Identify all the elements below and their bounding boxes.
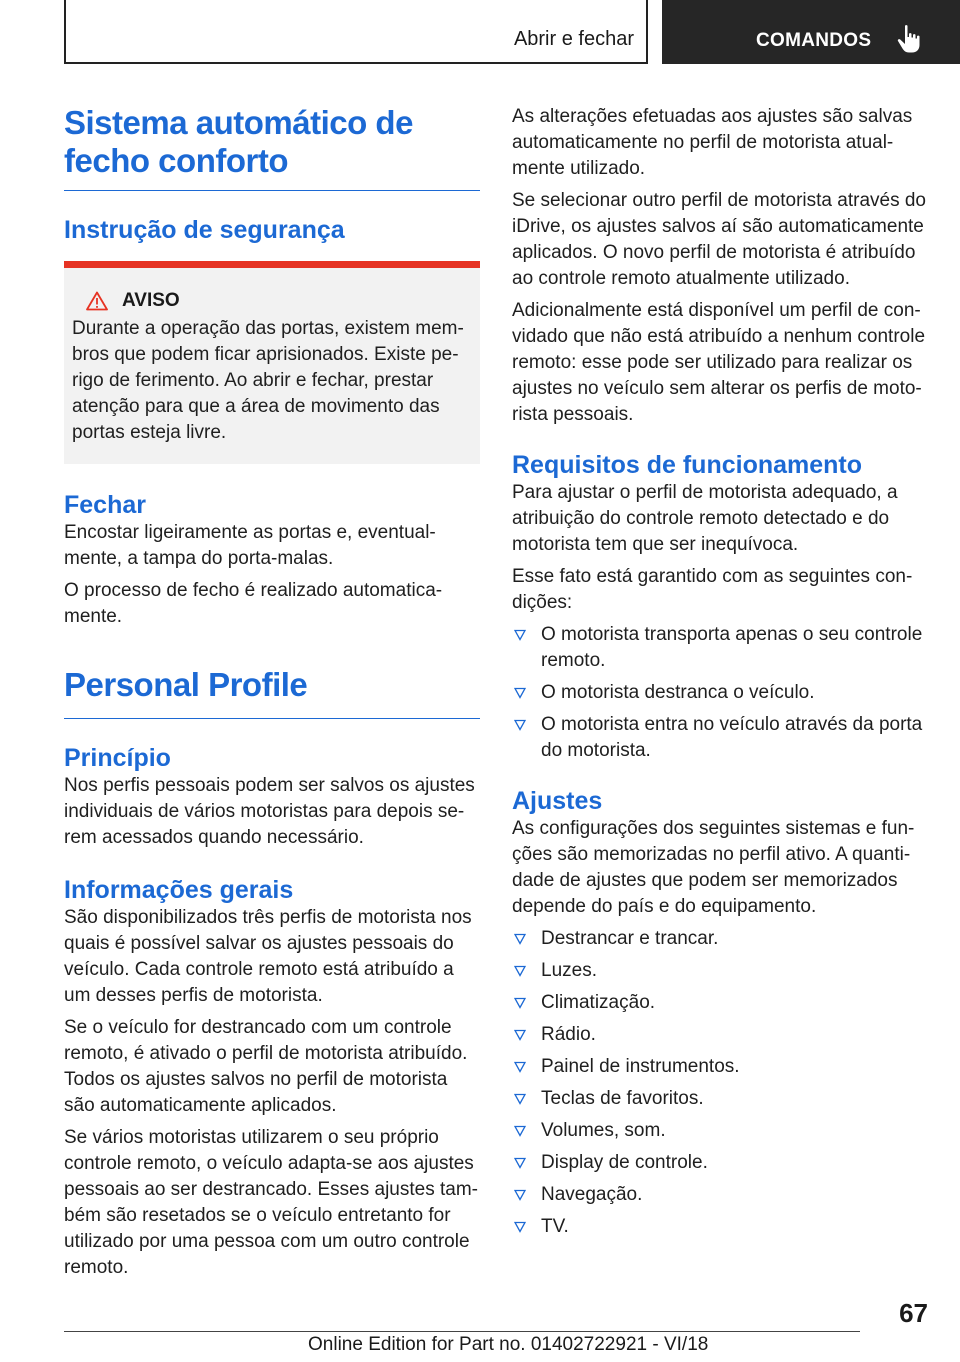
- triangle-bullet-icon: [514, 933, 526, 945]
- heading-safety-instruction: Instrução de segurança: [64, 216, 345, 244]
- settings-list: [512, 926, 932, 1240]
- triangle-bullet-icon: [514, 719, 526, 731]
- heading-rule: [64, 718, 480, 719]
- right-paragraph-1: As alterações efetuadas aos ajustes são salvas automaticamente no perfil de motorista atual-mente utilizado.: [512, 106, 913, 179]
- list-item: O motorista destranca o veículo.: [512, 680, 932, 706]
- general-paragraph-1: São disponibilizados três perfis de motorista nos quais é possível salvar os ajustes pessoais do veículo. Cada controle remoto está atribuído a um desses perfis de motorista.: [64, 907, 472, 1006]
- list-item: Volumes, som.: [512, 1118, 932, 1144]
- triangle-bullet-icon: [514, 1093, 526, 1105]
- heading-general-info: Informações gerais: [64, 876, 294, 904]
- settings-paragraph: As configurações dos seguintes sistemas e fun-ções são memorizadas no perfil ativo. A quanti-dade de ajustes que podem ser memorizados depende do país e do equipamento.: [512, 818, 915, 917]
- principle-paragraph: Nos perfis pessoais podem ser salvos os ajustes individuais de vários motoristas para depois se-rem acessados quando necessário.: [64, 775, 475, 848]
- list-item: O motorista transporta apenas o seu controle remoto.: [512, 622, 932, 674]
- general-paragraph-2: Se o veículo for destrancado com um controle remoto, é ativado o perfil de motorista atribuído. Todos os ajustes salvos no perfil de motorista são automaticamente aplicados.: [64, 1017, 468, 1116]
- general-paragraph-3: Se vários motoristas utilizarem o seu próprio controle remoto, o veículo adapta-se aos ajustes pessoais ao ser destrancado. Esses ajustes tam-bém são resetados se o veículo entretanto for utilizado por uma pessoa com um outro controle remoto.: [64, 1127, 478, 1278]
- list-item: TV.: [512, 1214, 932, 1240]
- footer-edition: Online Edition for Part no. 01402722921 - VI/18: [308, 1334, 709, 1355]
- header-section-box: [64, 0, 648, 64]
- list-item: Navegação.: [512, 1182, 932, 1208]
- list-item: Display de controle.: [512, 1150, 932, 1176]
- close-paragraph-1: Encostar ligeiramente as portas e, eventual-mente, a tampa do porta-malas.: [64, 522, 436, 569]
- triangle-bullet-icon: [514, 1189, 526, 1201]
- requirements-paragraph-2: Esse fato está garantido com as seguintes con-dições:: [512, 566, 913, 613]
- warning-title: AVISO: [122, 290, 180, 311]
- list-item: Destrancar e trancar.: [512, 926, 932, 952]
- triangle-bullet-icon: [514, 629, 526, 641]
- heading-personal-profile: Personal Profile: [64, 666, 308, 703]
- warning-title-row: [72, 290, 472, 312]
- header-section-title: Abrir e fechar: [513, 28, 634, 50]
- list-item: Climatização.: [512, 990, 932, 1016]
- requirements-paragraph-1: Para ajustar o perfil de motorista adequado, a atribuição do controle remoto detectado e do motorista tem que ser inequívoca.: [512, 482, 898, 555]
- triangle-bullet-icon: [514, 1029, 526, 1041]
- list-item: Teclas de favoritos.: [512, 1086, 932, 1112]
- triangle-bullet-icon: [514, 1125, 526, 1137]
- heading-comfort-closing: Sistema automático de fecho conforto: [64, 104, 413, 179]
- heading-rule: [64, 190, 480, 191]
- heading-settings: Ajustes: [512, 787, 603, 815]
- triangle-bullet-icon: [514, 997, 526, 1009]
- list-item: O motorista entra no veículo através da porta do motorista.: [512, 712, 932, 764]
- heading-principle: Princípio: [64, 744, 171, 772]
- requirements-list: [512, 622, 932, 764]
- list-item: Painel de instrumentos.: [512, 1054, 932, 1080]
- triangle-bullet-icon: [514, 1061, 526, 1073]
- triangle-bullet-icon: [514, 1221, 526, 1233]
- triangle-bullet-icon: [514, 1157, 526, 1169]
- heading-requirements: Requisitos de funcionamento: [512, 451, 863, 479]
- header-chapter-box: [662, 0, 960, 64]
- triangle-bullet-icon: [514, 965, 526, 977]
- warning-box: [64, 261, 480, 464]
- header-chapter-title: COMANDOS: [756, 30, 872, 51]
- list-item: Rádio.: [512, 1022, 932, 1048]
- footer-rule: [64, 1331, 860, 1332]
- left-column: [64, 104, 480, 1281]
- heading-close: Fechar: [64, 491, 146, 519]
- warning-triangle-icon: [86, 291, 108, 311]
- page-number: 67: [899, 1298, 928, 1328]
- list-item: Luzes.: [512, 958, 932, 984]
- warning-text: Durante a operação das portas, existem mem-bros que podem ficar aprisionados. Existe pe-rigo de ferimento. Ao abrir e fechar, prestar atenção para que a área de movimento das portas esteja livre.: [72, 318, 464, 443]
- triangle-bullet-icon: [514, 687, 526, 699]
- right-paragraph-2: Se selecionar outro perfil de motorista através do iDrive, os ajustes salvos aí são automaticamente aplicados. O novo perfil de motorista é atribuído ao controle remoto atualmente utilizado.: [512, 190, 926, 289]
- close-paragraph-2: O processo de fecho é realizado automatica-mente.: [64, 580, 443, 627]
- right-column: [512, 104, 932, 1240]
- right-paragraph-3: Adicionalmente está disponível um perfil de con-vidado que não está atribuído a nenhum controle remoto: esse pode ser utilizado para realizar os ajustes no veículo sem alterar os perfis de moto-rista pessoais.: [512, 300, 926, 425]
- hand-pointer-icon: [896, 24, 922, 54]
